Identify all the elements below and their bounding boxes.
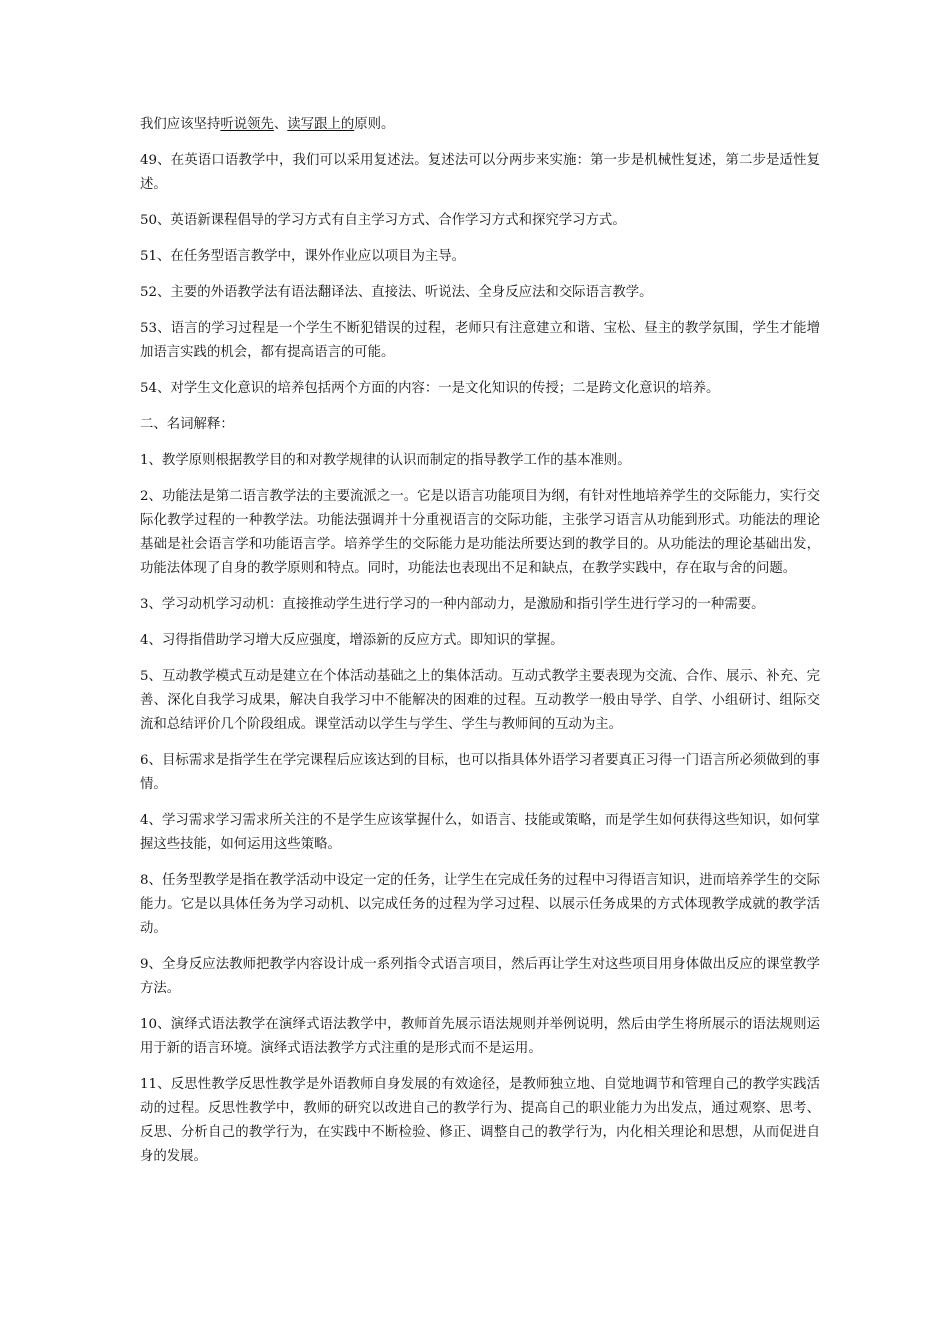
item-53: 53、语言的学习过程是一个学生不断犯错误的过程，老师只有注意建立和谐、宝松、昼主的教学氛围，学生才能增加语言实践的机会，都有提高语言的可能。 xyxy=(140,321,820,360)
item-50: 50、英语新课程倡导的学习方式有自主学习方式、合作学习方式和探究学习方式。 xyxy=(140,213,626,228)
term-reflective-teaching: 11、反思性教学反思性教学是外语教师自身发展的有效途径，是教师独立地、自觉地调节和管理自己的教学实践活动的过程。反思性教学中，教师的研究以改进自己的教学行为、提高自己的职业能力为出发点，通过观察、思考、反思、分析自己的教学行为，在实践中不断检验、修正、调整自己的教学行为，内化相关理论和思想，从而促进自身的发展。 xyxy=(140,1077,820,1164)
item-52: 52、主要的外语教学法有语法翻译法、直接法、听说法、全身反应法和交际语言教学。 xyxy=(140,285,653,300)
item-49: 49、在英语口语教学中，我们可以采用复述法。复述法可以分两步来实施：第一步是机械性复述，第二步是适性复述。 xyxy=(140,153,820,192)
term-target-needs: 6、目标需求是指学生在学完课程后应该达到的目标，也可以指具体外语学习者要真正习得一门语言所必须做到的事情。 xyxy=(140,753,820,792)
intro-suffix: 原则。 xyxy=(354,117,395,132)
term-deductive-grammar: 10、演绎式语法教学在演绎式语法教学中，教师首先展示语法规则并举例说明，然后由学生将所展示的语法规则运用于新的语言环境。演绎式语法教学方式注重的是形式而不是运用。 xyxy=(140,1017,820,1056)
term-total-physical-response: 9、全身反应法教师把教学内容设计成一系列指令式语言项目，然后再让学生对这些项目用身体做出反应的课堂教学方法。 xyxy=(140,957,820,996)
term-learning-needs: 4、学习需求学习需求所关注的不是学生应该掌握什么，如语言、技能或策略，而是学生如何获得这些知识，如何掌握这些技能，如何运用这些策略。 xyxy=(140,813,820,852)
item-51: 51、在任务型语言教学中，课外作业应以项目为主导。 xyxy=(140,249,466,264)
underlined-phrase-listening-speaking: 听说领先 xyxy=(220,117,274,132)
document-page xyxy=(140,113,820,1181)
intro-prefix: 我们应该坚持 xyxy=(140,117,221,132)
term-functional-approach: 2、功能法是第二语言教学法的主要流派之一。它是以语言功能项目为纲，有针对性地培养学生的交际能力，实行交际化教学过程的一种教学法。功能法强调并十分重视语言的交际功能，主张学习语言从功能到形式。功能法的理论基础是社会语言学和功能语言学。培养学生的交际能力是功能法所要达到的教学目的。从功能法的理论基础出发，功能法体现了自身的教学原则和特点。同时，功能法也表现出不足和缺点，在教学实践中，存在取与舍的问题。 xyxy=(140,489,820,576)
intro-separator: 、 xyxy=(273,117,288,132)
intro-paragraph xyxy=(140,113,820,137)
section-heading-terms: 二、名词解释： xyxy=(140,417,234,432)
term-learning-motivation: 3、学习动机学习动机：直接推动学生进行学习的一种内部动力，是激励和指引学生进行学习的一种需要。 xyxy=(140,597,765,612)
term-interactive-teaching: 5、互动教学模式互动是建立在个体活动基础之上的集体活动。互动式教学主要表现为交流、合作、展示、补充、完善、深化自我学习成果，解决自我学习中不能解决的困难的过程。互动教学一般由导学、自学、小组研讨、组际交流和总结评价几个阶段组成。课堂活动以学生与学生、学生与教师间的互动为主。 xyxy=(140,669,820,732)
term-task-based-teaching: 8、任务型教学是指在教学活动中设定一定的任务，让学生在完成任务的过程中习得语言知识，进而培养学生的交际能力。它是以具体任务为学习动机、以完成任务的过程为学习过程、以展示任务成果的方式体现教学成就的教学活动。 xyxy=(140,873,820,936)
underlined-phrase-reading-writing: 读写跟上的 xyxy=(287,117,355,132)
term-acquisition: 4、习得指借助学习增大反应强度，增添新的反应方式。即知识的掌握。 xyxy=(140,633,564,648)
term-teaching-principle: 1、教学原则根据教学目的和对教学规律的认识而制定的指导教学工作的基本准则。 xyxy=(140,453,631,468)
item-54: 54、对学生文化意识的培养包括两个方面的内容：一是文化知识的传授；二是跨文化意识的培养。 xyxy=(140,381,720,396)
